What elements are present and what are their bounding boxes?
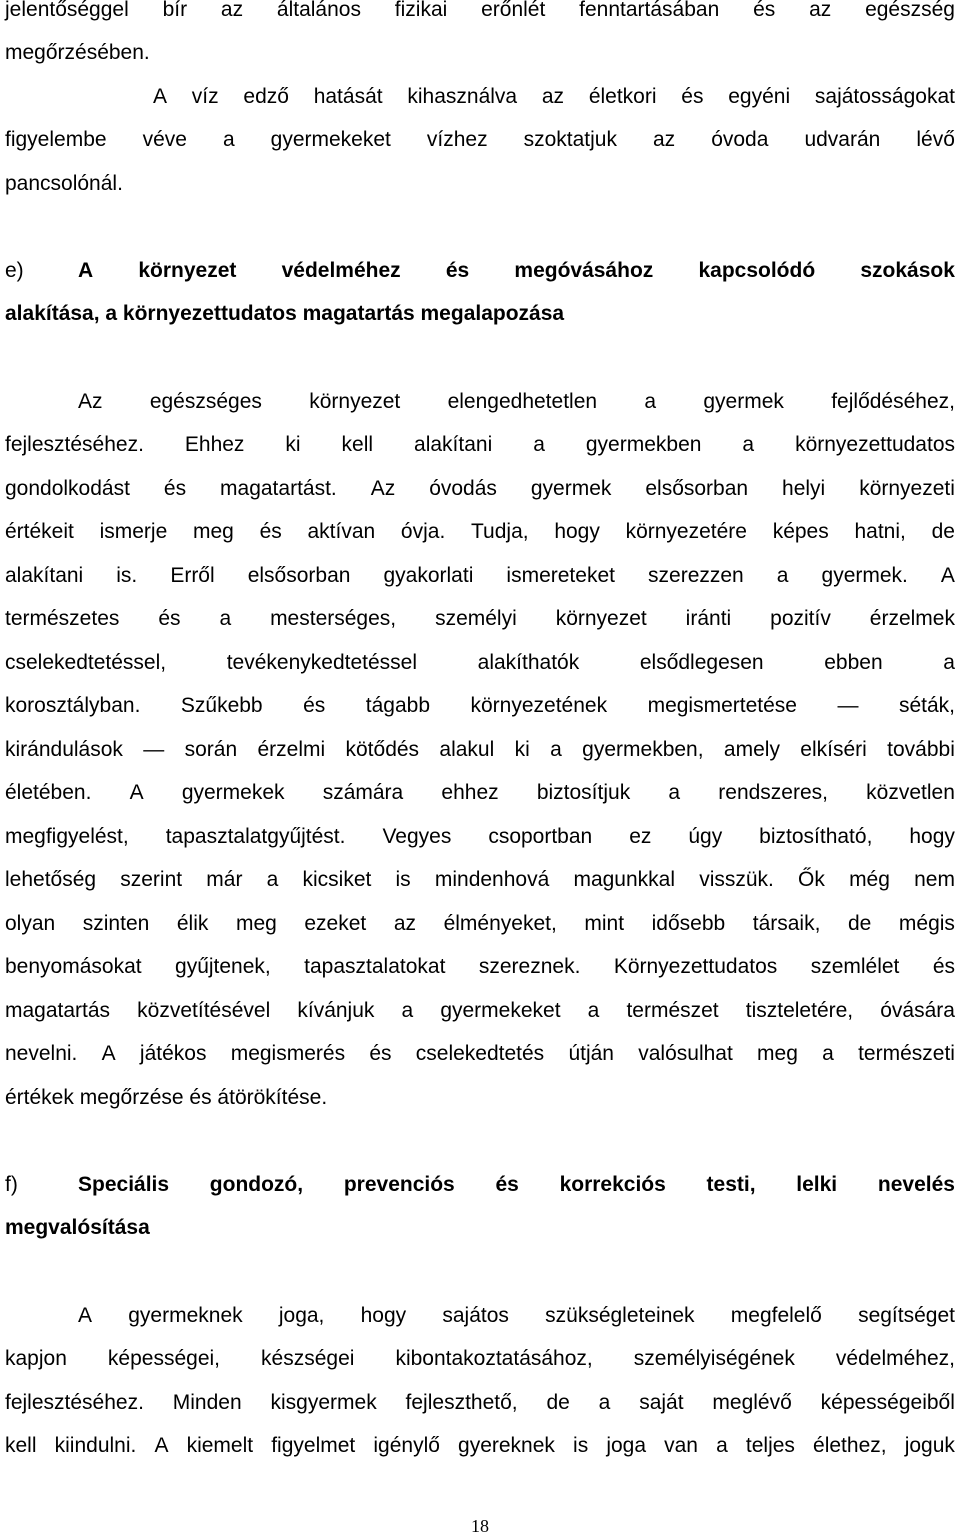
text-line: értékeit ismerje meg és aktívan óvja. Tudja, hogy környezetére képes hatni, de — [5, 520, 955, 543]
text-line: A víz edző hatását kihasználva az életkori és egyéni sajátosságokat — [153, 85, 955, 108]
heading-line: alakítása, a környezettudatos magatartás megalapozása — [5, 302, 565, 325]
text-line: megőrzésében. — [5, 41, 150, 64]
text-line: jelentőséggel bír az általános fizikai erőnlét fenntartásában és az egészség — [5, 0, 955, 21]
text-line: korosztályban. Szűkebb és tágabb környezetének megismertetése — séták, — [5, 694, 955, 717]
page-number: 18 — [471, 1516, 489, 1536]
text-line: megfigyelést, tapasztalatgyűjtést. Vegyes csoportban ez úgy biztosítható, hogy — [5, 825, 955, 848]
text-line: cselekedtetéssel, tevékenykedtetéssel alakíthatók elsődlegesen ebben a — [5, 651, 955, 674]
text-line: fejlesztéséhez. Ehhez ki kell alakítani a gyermekben a környezettudatos — [5, 433, 955, 456]
text-line: fejlesztéséhez. Minden kisgyermek fejleszthető, de a saját meglévő képességeiből — [5, 1391, 955, 1414]
text-line: lehetőség szerint már a kicsiket is mindenhová magunkkal visszük. Ők még nem — [5, 868, 955, 891]
text-line: A gyermeknek joga, hogy sajátos szükségleteinek megfelelő segítséget — [78, 1304, 955, 1327]
text-line: gondolkodást és magatartást. Az óvodás gyermek elsősorban helyi környezeti — [5, 477, 955, 500]
section-marker: e) — [5, 259, 24, 282]
text-line: életében. A gyermekek számára ehhez biztosítjuk a rendszeres, közvetlen — [5, 781, 955, 804]
text-line: kapjon képességei, készségei kibontakoztatásához, személyiségének védelméhez, — [5, 1347, 955, 1370]
text-line: nevelni. A játékos megismerés és cselekedtetés útján valósulhat meg a természeti — [5, 1042, 955, 1065]
heading-line: e) A környezet védelméhez és megóvásához kapcsolódó szokások — [78, 257, 955, 285]
section-marker: f) — [5, 1173, 18, 1196]
text-line: olyan szinten élik meg ezeket az élményeket, mint idősebb társaik, de mégis — [5, 912, 955, 935]
text-line: értékek megőrzése és átörökítése. — [5, 1086, 328, 1109]
heading-line: f) Speciális gondozó, prevenciós és korrekciós testi, lelki nevelés — [78, 1171, 955, 1199]
heading-line: megvalósítása — [5, 1216, 150, 1239]
text-line: természetes és a mesterséges, személyi környezet iránti pozitív érzelmek — [5, 607, 955, 630]
text-line: alakítani is. Erről elsősorban gyakorlati ismereteket szerezzen a gyermek. A — [5, 564, 955, 587]
text-line: figyelembe véve a gyermekeket vízhez szoktatjuk az óvoda udvarán lévő — [5, 128, 955, 151]
text-line: kell kiindulni. A kiemelt figyelmet igénylő gyereknek is joga van a teljes élethez, joguk — [5, 1434, 955, 1457]
text-line: pancsolónál. — [5, 172, 123, 195]
text-line: Az egészséges környezet elengedhetetlen a gyermek fejlődéséhez, — [78, 390, 955, 413]
text-line: magatartás közvetítésével kívánjuk a gyermekeket a természet tiszteletére, óvására — [5, 999, 955, 1022]
text-line: benyomásokat gyűjtenek, tapasztalatokat szereznek. Környezettudatos szemlélet és — [5, 955, 955, 978]
text-line: kirándulások — során érzelmi kötődés alakul ki a gyermekben, amely elkíséri további — [5, 738, 955, 761]
